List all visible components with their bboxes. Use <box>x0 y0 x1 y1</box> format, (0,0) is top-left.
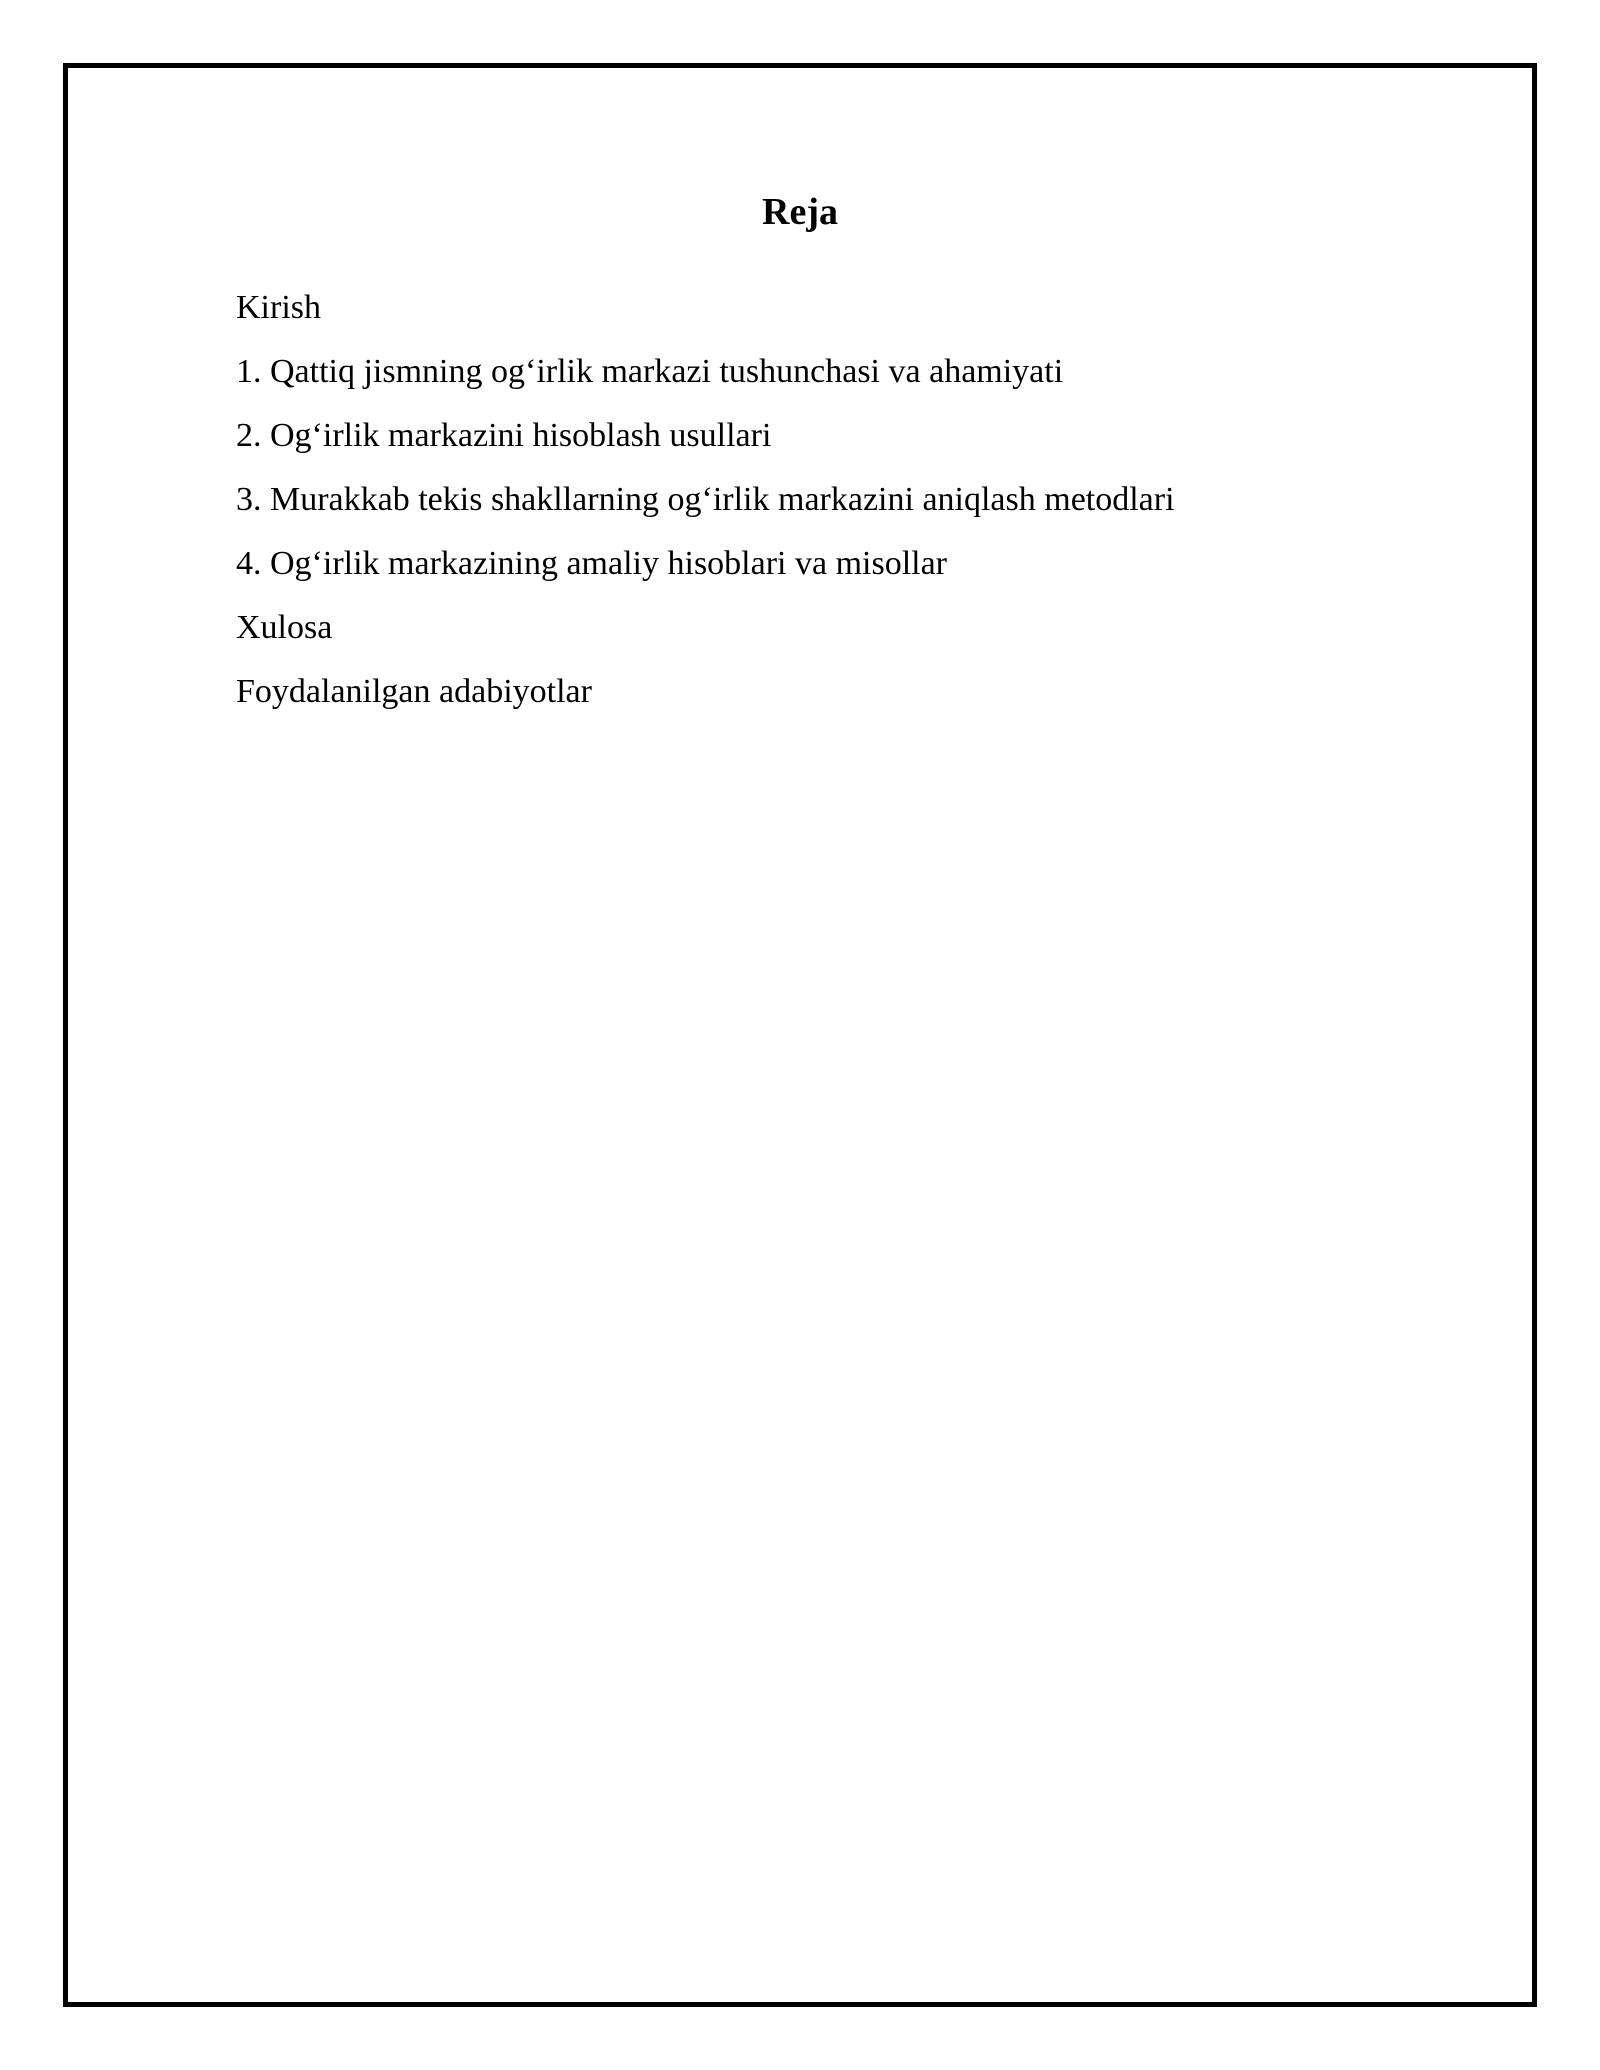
plan-item-references: Foydalanilgan adabiyotlar <box>236 673 592 710</box>
plan-item-2: 2. Og‘irlik markazini hisoblash usullari <box>236 417 772 454</box>
plan-item-conclusion: Xulosa <box>236 609 333 646</box>
plan-list <box>236 288 1175 736</box>
plan-item-1: 1. Qattiq jismning og‘irlik markazi tushunchasi va ahamiyati <box>236 353 1064 390</box>
plan-item-4: 4. Og‘irlik markazining amaliy hisoblari va misollar <box>236 545 947 582</box>
plan-item-3: 3. Murakkab tekis shakllarning og‘irlik markazini aniqlash metodlari <box>236 481 1175 518</box>
plan-item-introduction: Kirish <box>236 289 321 326</box>
page-title: Reja <box>762 191 838 233</box>
